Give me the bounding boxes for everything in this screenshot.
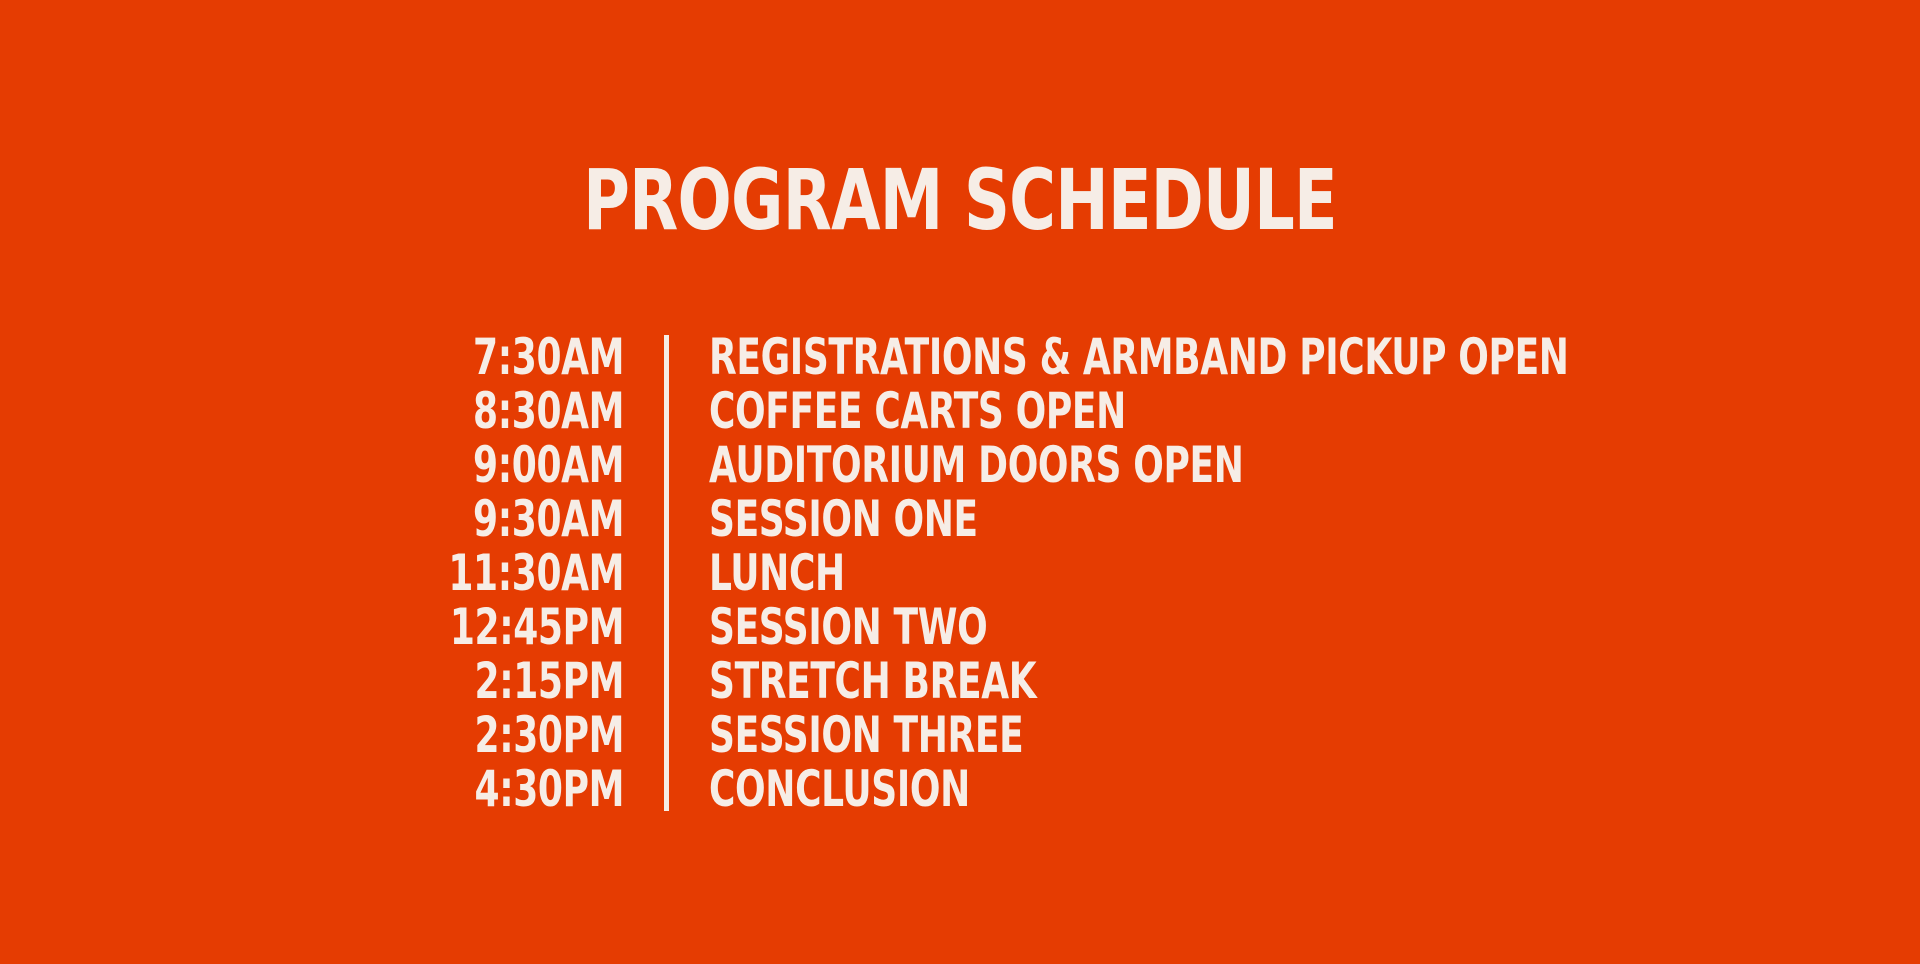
schedule-events-column (709, 330, 1569, 816)
schedule-event: REGISTRATIONS & ARMBAND PICKUP OPEN (709, 328, 1569, 386)
schedule-time: 2:15PM (474, 652, 624, 710)
schedule-time: 9:00AM (472, 436, 624, 494)
program-schedule (0, 330, 1920, 816)
schedule-event: SESSION ONE (709, 490, 978, 548)
page-title: PROGRAM SCHEDULE (583, 151, 1337, 249)
schedule-event: COFFEE CARTS OPEN (709, 382, 1126, 440)
schedule-event: SESSION TWO (709, 598, 988, 656)
schedule-time: 11:30AM (448, 544, 624, 602)
schedule-times-column (448, 330, 624, 816)
schedule-divider (664, 335, 669, 811)
schedule-time: 8:30AM (472, 382, 624, 440)
schedule-event: AUDITORIUM DOORS OPEN (709, 436, 1244, 494)
schedule-time: 9:30AM (472, 490, 624, 548)
schedule-time: 7:30AM (472, 328, 624, 386)
schedule-event: SESSION THREE (709, 706, 1024, 764)
schedule-time: 4:30PM (474, 760, 624, 818)
schedule-event: STRETCH BREAK (709, 652, 1037, 710)
schedule-event: LUNCH (709, 544, 845, 602)
schedule-event: CONCLUSION (709, 760, 970, 818)
schedule-time: 2:30PM (474, 706, 624, 764)
schedule-time: 12:45PM (449, 598, 624, 656)
